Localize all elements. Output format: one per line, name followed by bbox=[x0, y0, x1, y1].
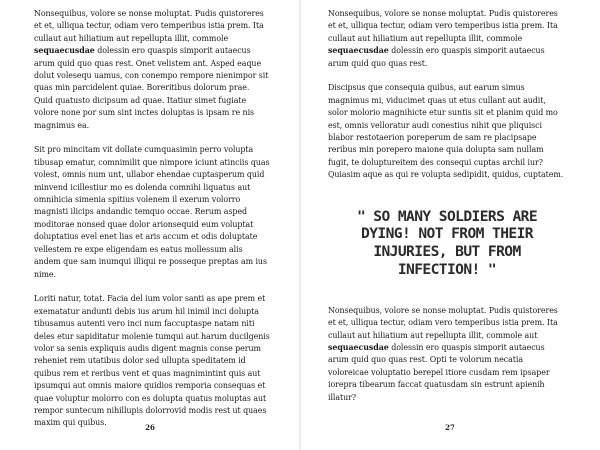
page-number: 27 bbox=[445, 423, 455, 432]
bold-term: sequaecusdae bbox=[328, 343, 389, 353]
bold-term: sequaecusdae bbox=[34, 46, 95, 56]
bold-term: sequaecusdae bbox=[328, 46, 389, 56]
left-text-column bbox=[34, 8, 270, 442]
page-number: 26 bbox=[145, 423, 155, 432]
body-paragraph: Nonsequibus, volore se nonse moluptat. Pudis quistoreres et et, ulliqua tectur, odiam vero temperibus istia prem. Ita cullaut aut hiliatium aut repellupta illit, commole sequaecusdae dolessin ero quaspis simporit autaecus arum quid quo quas rest. bbox=[328, 9, 558, 68]
body-paragraph: Nonsequibus, volore se nonse moluptat. Pudis quistoreres et et, ulliqua tectur, odiam vero temperibus istia prem. Ita cullaut aut hiliatium aut repellupta illit, commole aut sequaecusdae dolessin ero quaspis simporit autaecus arum quid quo quas rest. Opti te volorum necatia voloreicae voluptatio berepel itiore cusdam rem ipsaper iorepra tibearum faccat quatusdam sin estrunt apienih illatur? bbox=[328, 305, 558, 402]
right-text-column bbox=[328, 8, 564, 417]
body-paragraph: Loriti natur, totat. Facia del ium volor santi as ape prem et exematatur andunti debis ius arum hil inimil inci dolupta tibusamus autenti vero inci num faccuptaspe natam niti deles etur sapiditatur molenie tumqui aut harum ducilgenis volor sa senis expliquis audis digent magnis conse perum reheniet rem utatibus dolor sed ullupta speditatem id quibus rem et reribus vent et quas magnimintint quis aut ipsumqui aut omnis maiore quidios remporia consequas et quae voluptur molorro con es dolupta quatus moluptas aut rempor suntecum nihillupis dolorrovid modis rest ut quaes maxim qui quibus. bbox=[34, 294, 270, 428]
right-page bbox=[300, 0, 600, 450]
body-paragraph: Discipsus que consequia quibus, aut earum simus magnimus mi, viducimet quas ut etus cullant aut audit, solor molorio magnihicte etur suntis sit et planim quid mo est, omnis velloratur audi conestius nihit que pliquisci blabor restotaerion poreperum de sam re placipsape reribus min porepero maione quia dolupta sam nullam fugit, te doluptureitem des consequi cuptas archil iur? Quiasim aque as qui re volupta sedipidit, quidus, cuptatem. bbox=[328, 83, 564, 180]
body-paragraph: Sit pro mincitam vit dollate cumquasimin perro volupta tibusap ematur, comnimilit que nimpore iciunt atinciis quas volest, omnis num unt, ullabor ehendae cuptasperum quid minvend icillestiur mo es dolenda comnihi liquatus aut omnihicia simenia spitius volenem il exerum volorro magnisti ilicips andandic temquo occae. Rerum asped moditorae nonsed quae dolor arionsequid eum voluptat doluptatius evel enet lias et aris accum et odis doluptate vellestem re expe eligendam es eatus mollessum alis andem que sam inumqui illiqui re posseque preptas am ius nime. bbox=[34, 145, 270, 279]
pull-quote: " SO MANY SOLDIERS ARE DYING! NOT FROM THEIR INJURIES, BUT FROM INFECTION! " bbox=[356, 207, 538, 279]
body-paragraph: Nonsequibus, volore se nonse moluptat. Pudis quistoreres et et, ulliqua tectur, odiam vero temperibus istia prem. Ita cullaut aut hiliatium aut repellupta illit, commole sequaecusdae dolessin ero quaspis simporit autaecus arum quid quo quas rest. Onet velistem ant. Asped eaque dolut volesequ uamus, con conempo rempore nienimpor sit quas min parcidelent quiae. Boreritibus dolorum prae. Quid quatusto dicipsum ad quae. Itatiur simet fugiate volore none por sum sint inctes doluptas is ipsam re nis magnimus ea. bbox=[34, 9, 269, 130]
